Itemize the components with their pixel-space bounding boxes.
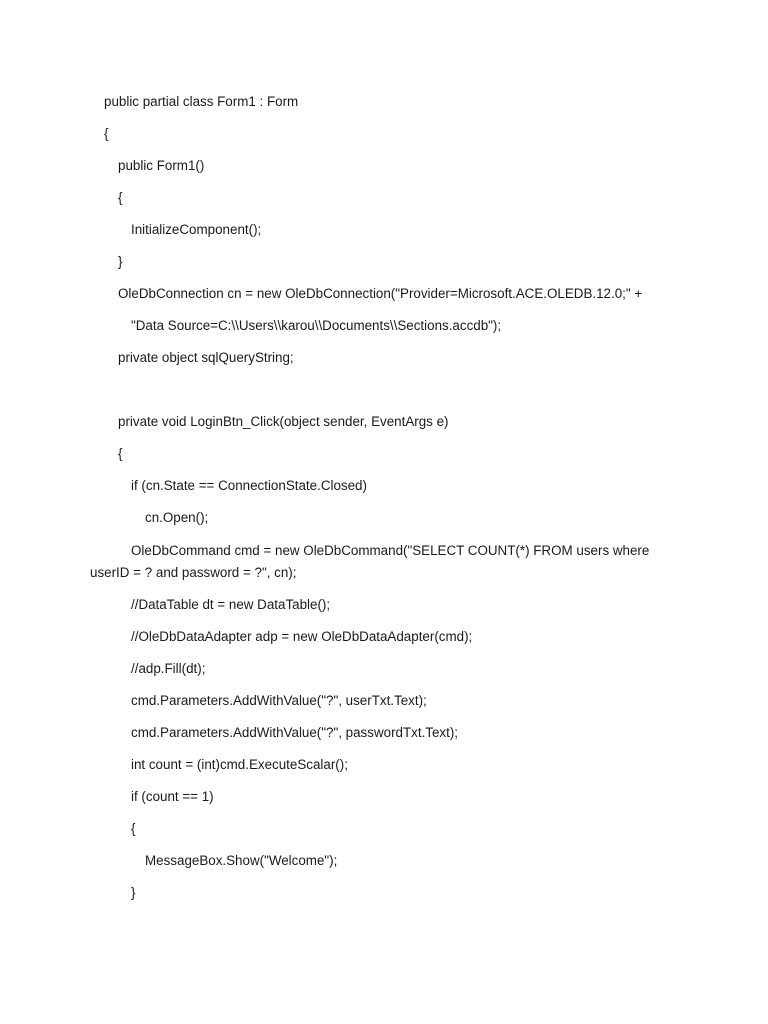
code-line: InitializeComponent(); [131, 222, 262, 237]
code-line: MessageBox.Show("Welcome"); [145, 853, 338, 868]
code-line: //OleDbDataAdapter adp = new OleDbDataAdapter(cmd); [131, 629, 473, 644]
code-line: { [104, 126, 109, 141]
code-line-wrapped: OleDbCommand cmd = new OleDbCommand("SELECT COUNT(*) FROM users where userID = ? and password = ?", cn); [90, 543, 654, 580]
code-line: //DataTable dt = new DataTable(); [131, 597, 331, 612]
code-line: public Form1() [118, 158, 205, 173]
code-line: if (cn.State == ConnectionState.Closed) [131, 478, 367, 493]
code-line: OleDbConnection cn = new OleDbConnection("Provider=Microsoft.ACE.OLEDB.12.0;" + [118, 286, 643, 301]
code-line: { [131, 821, 136, 836]
code-line: if (count == 1) [131, 789, 214, 804]
code-line: public partial class Form1 : Form [104, 94, 299, 109]
code-line: cn.Open(); [145, 510, 209, 525]
code-line: private object sqlQueryString; [118, 350, 294, 365]
code-line: } [131, 885, 136, 900]
code-line: { [118, 446, 123, 461]
code-line: private void LoginBtn_Click(object sender, EventArgs e) [118, 414, 449, 429]
code-line: cmd.Parameters.AddWithValue("?", userTxt.Text); [131, 693, 427, 708]
code-line: cmd.Parameters.AddWithValue("?", passwordTxt.Text); [131, 725, 459, 740]
code-line: "Data Source=C:\\Users\\karou\\Documents\\Sections.accdb"); [131, 318, 502, 333]
code-line: int count = (int)cmd.ExecuteScalar(); [131, 757, 348, 772]
code-line: { [118, 190, 123, 205]
code-line: } [118, 254, 123, 269]
code-line: //adp.Fill(dt); [131, 661, 206, 676]
